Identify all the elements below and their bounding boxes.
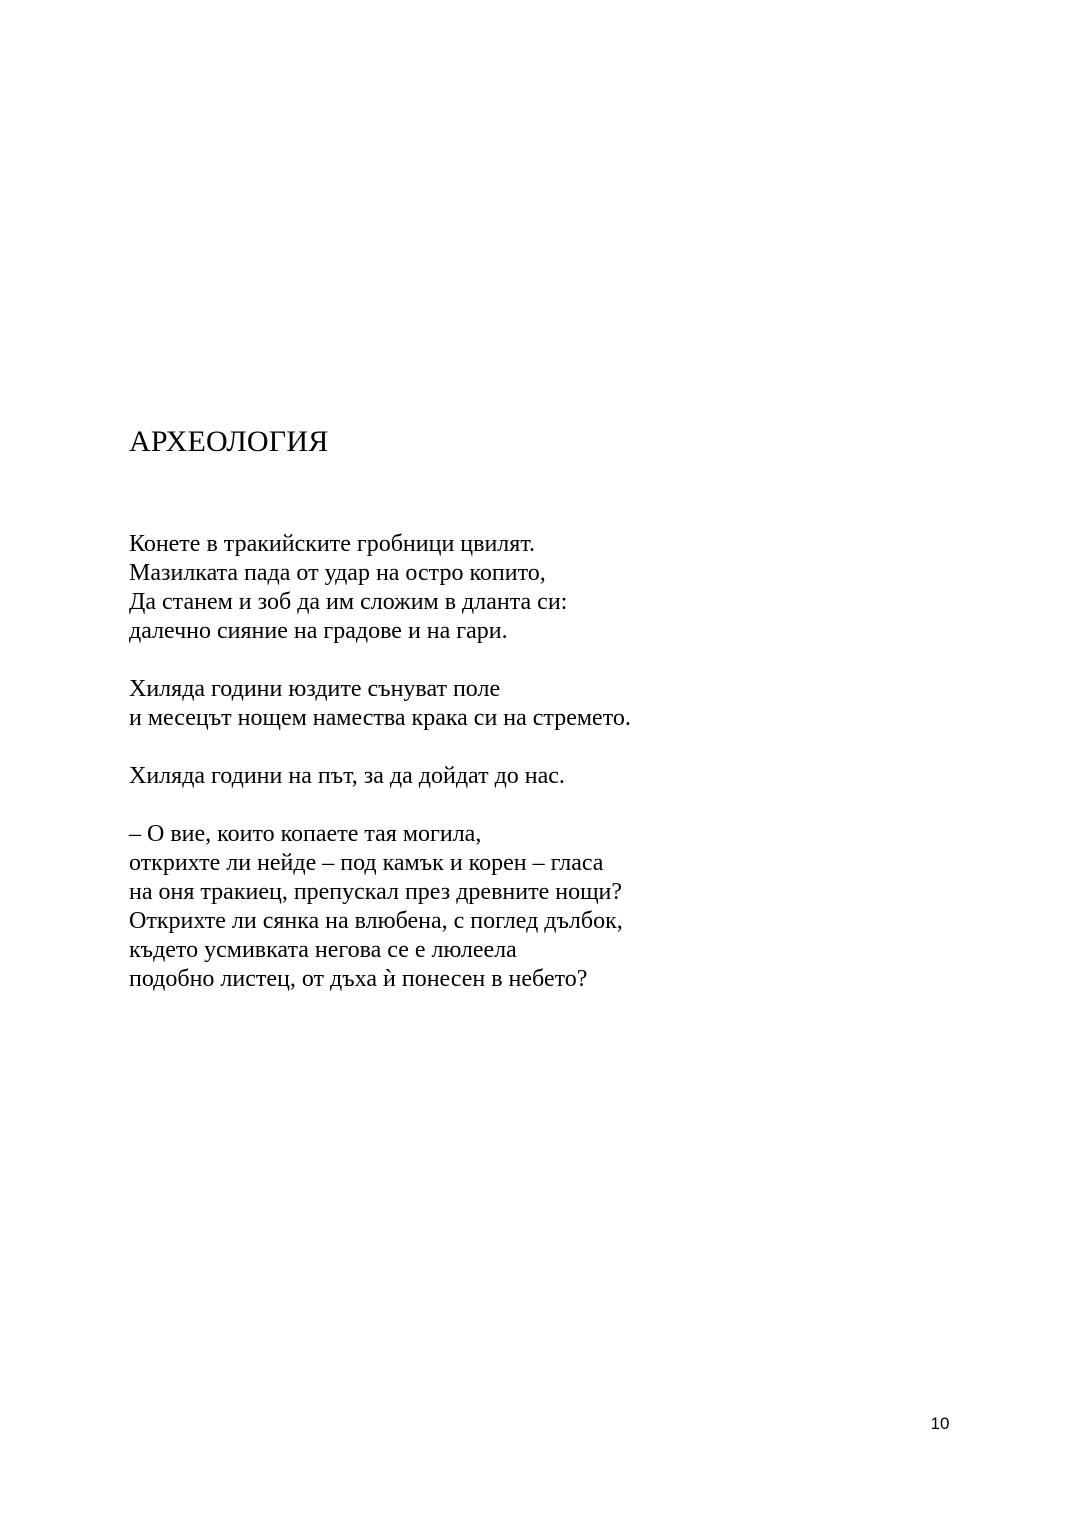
poem-line: на оня тракиец, препускал през древните нощи? <box>129 879 623 905</box>
page-number: 10 <box>930 1414 950 1433</box>
poem-line: и месецът нощем намества крака си на стремето. <box>129 705 631 731</box>
stanza-2 <box>129 675 631 733</box>
poem-title: АРХЕОЛОГИЯ <box>129 425 329 458</box>
poem-line: далечно сияние на градове и на гари. <box>129 618 508 644</box>
poem-line: подобно листец, от дъха ѝ понесен в небето? <box>129 966 588 992</box>
stanza-4 <box>129 820 623 994</box>
poem-line: Открихте ли сянка на влюбена, с поглед дълбок, <box>129 908 623 934</box>
poem-line: Конете в тракийските гробници цвилят. <box>129 531 536 557</box>
poem-line: открихте ли нейде – под камък и корен – гласа <box>129 850 604 876</box>
poem-line: Да станем и зоб да им сложим в дланта си: <box>129 589 568 615</box>
stanza-3 <box>129 762 565 791</box>
poem-line: Мазилката пада от удар на остро копито, <box>129 560 546 586</box>
stanza-1 <box>129 530 567 646</box>
poem-line: – О вие, които копаете тая могила, <box>129 821 482 847</box>
poem-line: Хиляда години юздите сънуват поле <box>129 676 501 702</box>
poem-line: където усмивката негова се е люлеела <box>129 937 517 963</box>
poem-line: Хиляда години на път, за да дойдат до нас. <box>129 763 565 789</box>
